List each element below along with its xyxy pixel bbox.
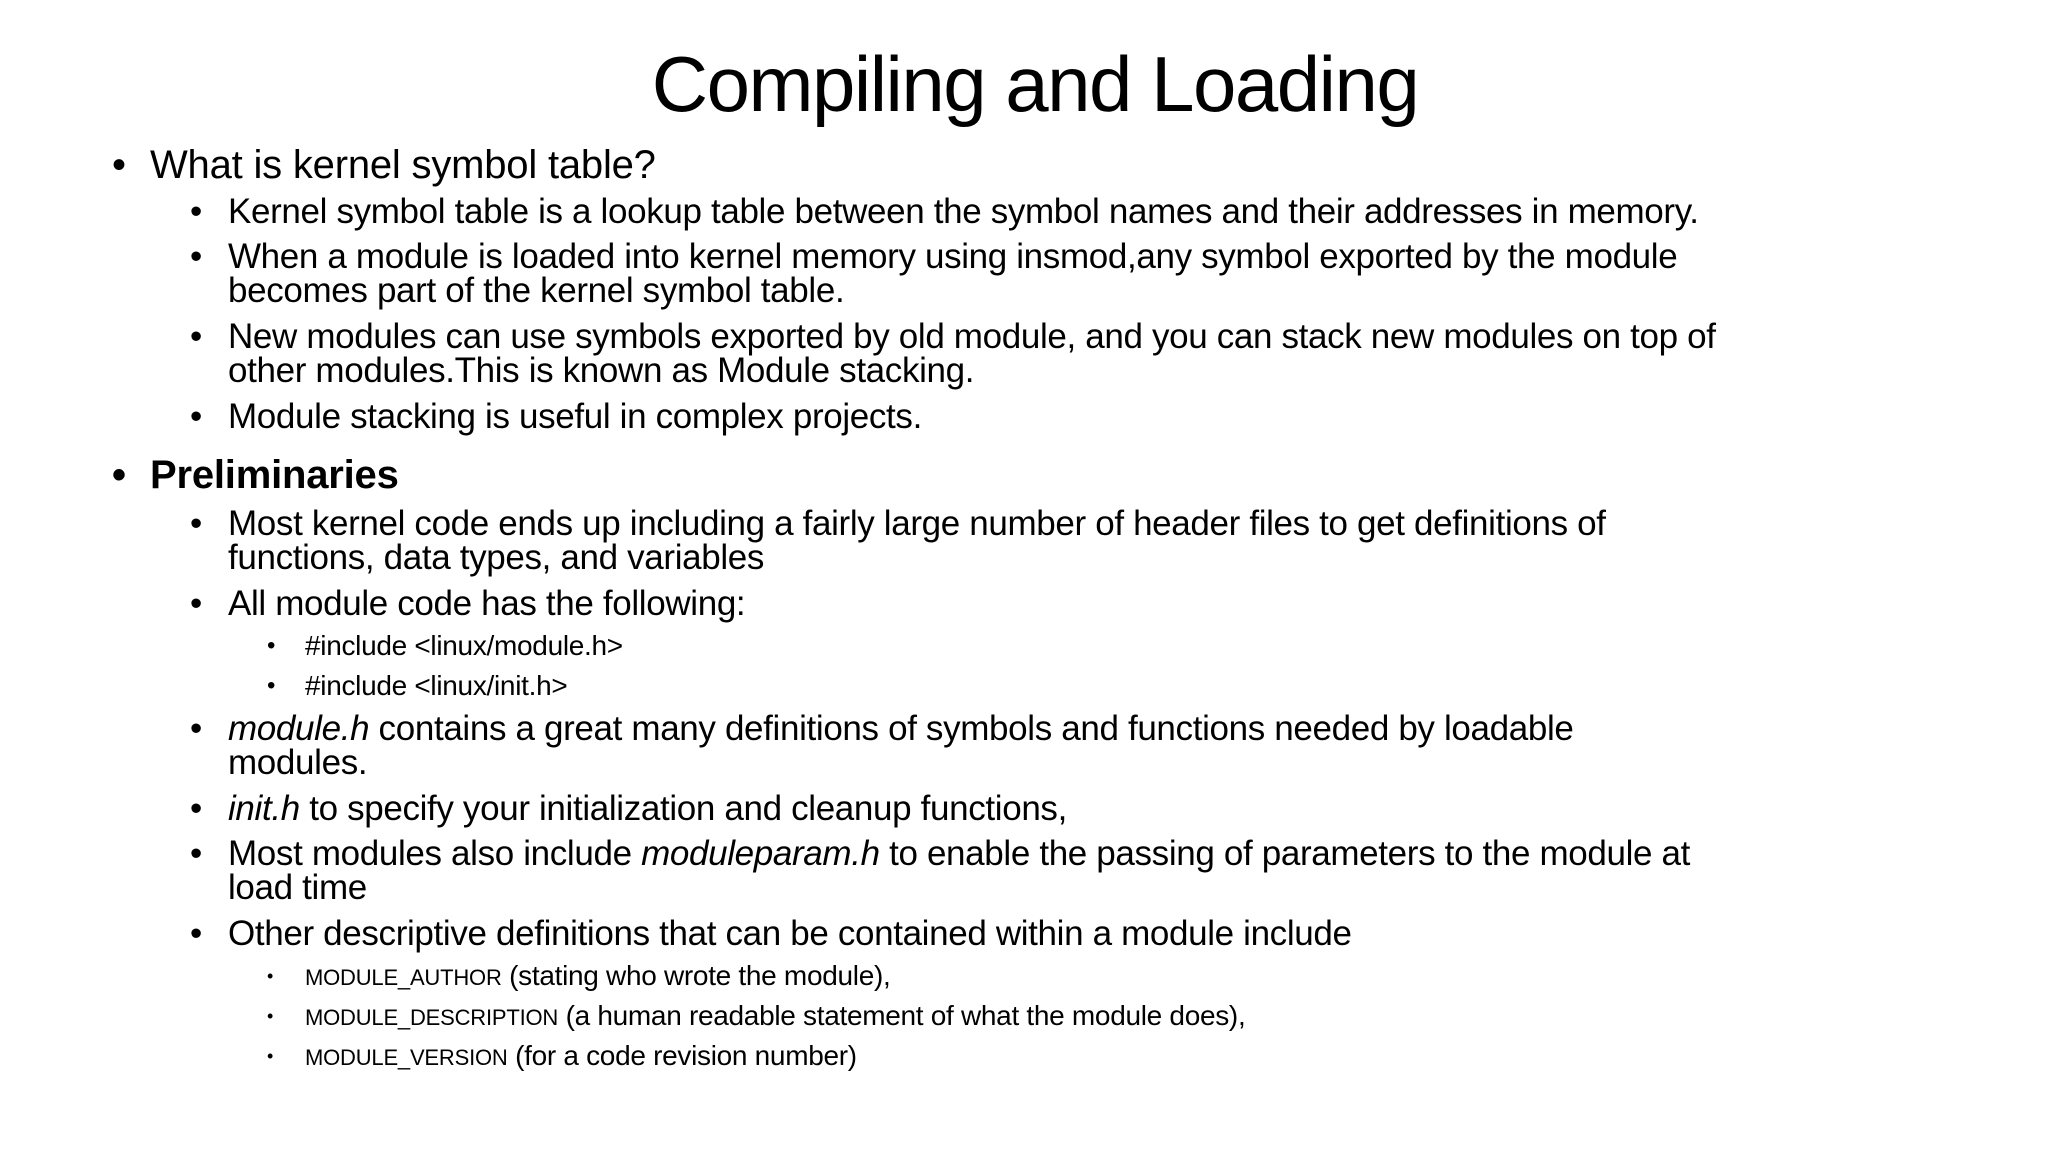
bullet-text: All module code has the following: [228,584,746,623]
bullet-text: (a human readable statement of what the module does), [558,1000,1246,1031]
bullet-item [190,584,746,623]
bullet-icon: • [267,632,276,659]
bullet-item [112,143,656,187]
sub-bullet-item [267,960,891,992]
bullet-item [190,709,1574,748]
bullet-item [190,504,1606,543]
bullet-item [190,192,1699,231]
bullet-icon: • [190,709,202,748]
bullet-item [190,834,1691,873]
bullet-continuation: load time [228,868,367,907]
bullet-icon: • [190,789,202,828]
bullet-icon: • [267,1006,274,1026]
emphasis-text: init.h [228,789,300,828]
macro-name: MODULE_AUTHOR [305,965,502,990]
bullet-text: (stating who wrote the module), [501,960,891,991]
bullet-text: Module stacking is useful in complex projects. [228,397,922,436]
bullet-text: to enable the passing of parameters to the module at [879,834,1691,873]
slide-title: Compiling and Loading [651,40,1419,128]
bullet-icon: • [112,453,126,497]
bullet-icon: • [190,192,202,231]
bullet-icon: • [190,397,202,436]
bullet-text: (for a code revision number) [507,1040,857,1071]
sub-bullet-item [267,630,623,661]
bullet-icon: • [190,834,202,873]
bullet-text: Most modules also include [228,834,642,873]
bullet-icon: • [190,237,202,276]
bullet-text: to specify your initialization and cleanup functions, [299,789,1067,828]
section-heading: Preliminaries [150,453,399,497]
bullet-icon: • [267,966,274,986]
emphasis-text: module.h [228,709,370,748]
sub-bullet-item [267,1040,857,1072]
bullet-icon: • [190,317,202,356]
bullet-item [190,397,922,436]
bullet-item [190,914,1352,953]
bullet-continuation: becomes part of the kernel symbol table. [228,271,845,310]
bullet-icon: • [190,914,202,953]
bullet-item [190,789,1067,828]
bullet-text: Most kernel code ends up including a fairly large number of header files to get definitions of [228,504,1606,543]
bullet-icon: • [190,584,202,623]
macro-name: MODULE_VERSION [305,1045,508,1070]
bullet-text: Other descriptive definitions that can be contained within a module include [228,914,1352,953]
bullet-item [112,453,399,497]
bullet-item [190,317,1716,356]
emphasis-text: moduleparam.h [641,834,880,873]
bullet-text: New modules can use symbols exported by old module, and you can stack new modules on top of [228,317,1716,356]
bullet-text: When a module is loaded into kernel memory using insmod,any symbol exported by the module [228,237,1678,276]
section-heading: What is kernel symbol table? [150,143,656,187]
macro-name: MODULE_DESCRIPTION [305,1005,559,1030]
bullet-icon: • [190,504,202,543]
bullet-icon: • [112,143,126,187]
sub-bullet-item [267,1000,1246,1032]
bullet-icon: • [267,1046,274,1066]
bullet-item [190,237,1678,276]
bullet-continuation: functions, data types, and variables [228,538,765,577]
bullet-icon: • [267,672,276,699]
bullet-continuation: modules. [228,743,368,782]
bullet-text: contains a great many definitions of symbols and functions needed by loadable [369,709,1574,748]
bullet-text: #include <linux/module.h> [305,630,623,661]
bullet-continuation: other modules.This is known as Module stacking. [228,351,975,390]
bullet-text: #include <linux/init.h> [305,670,568,701]
sub-bullet-item [267,670,568,701]
bullet-text: Kernel symbol table is a lookup table between the symbol names and their addresses in memory. [228,192,1699,231]
